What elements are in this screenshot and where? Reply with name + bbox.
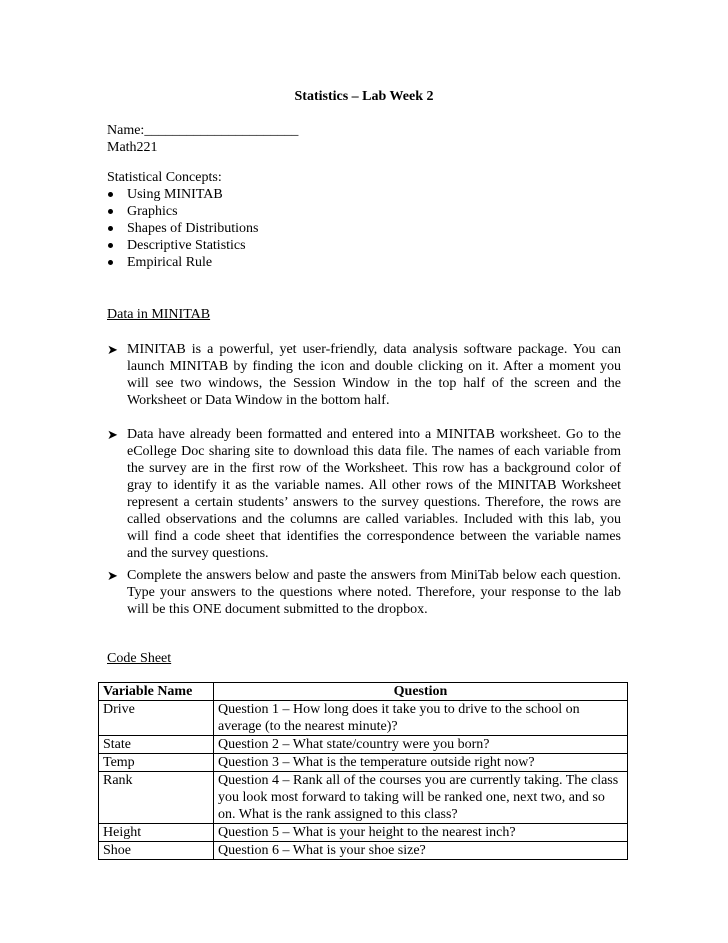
bullet-icon xyxy=(108,243,113,248)
variable-cell: Shoe xyxy=(99,842,214,860)
paragraph-text: MINITAB is a powerful, yet user-friendly, data analysis software package. You can launch MINITAB by finding the icon and double clicking on it. After a moment you will see two windows, the Session Window in the top half of the screen and the Worksheet or Data Window in the bottom half. xyxy=(127,342,621,408)
variable-cell: Temp xyxy=(99,754,214,772)
data-section-heading: Data in MINITAB xyxy=(107,307,211,322)
column-header-question: Question xyxy=(214,683,628,701)
variable-cell: Drive xyxy=(99,701,214,736)
table-row xyxy=(99,736,628,754)
table-row xyxy=(99,842,628,860)
question-cell: Question 6 – What is your shoe size? xyxy=(214,842,628,860)
page-title: Statistics – Lab Week 2 xyxy=(294,89,434,104)
question-cell: Question 3 – What is the temperature outside right now? xyxy=(214,754,628,772)
paragraph-item xyxy=(107,341,621,409)
table-header-row xyxy=(99,683,628,701)
bullet-icon xyxy=(108,226,113,231)
paragraph-item xyxy=(107,567,621,618)
name-line: Name:______________________ xyxy=(107,123,299,138)
header-info xyxy=(107,122,627,156)
concept-item: Using MINITAB xyxy=(107,186,627,203)
concepts-heading: Statistical Concepts: xyxy=(107,170,222,185)
bullet-icon xyxy=(108,192,113,197)
code-sheet-table xyxy=(98,682,628,860)
concept-item: Graphics xyxy=(107,203,627,220)
table-row xyxy=(99,754,628,772)
concepts-section xyxy=(107,169,627,271)
concept-item: Descriptive Statistics xyxy=(107,237,627,254)
variable-cell: State xyxy=(99,736,214,754)
bullet-icon xyxy=(108,209,113,214)
arrow-bullet-icon: ➤ xyxy=(107,568,118,583)
concept-item: Empirical Rule xyxy=(107,254,627,271)
code-sheet-heading: Code Sheet xyxy=(107,651,172,666)
concept-item: Shapes of Distributions xyxy=(107,220,627,237)
question-cell: Question 4 – Rank all of the courses you are currently taking. The class you look most forward to taking will be ranked one, next two, and so on. What is the rank assigned to this class? xyxy=(214,772,628,824)
table-row xyxy=(99,824,628,842)
column-header-variable: Variable Name xyxy=(99,683,214,701)
question-cell: Question 1 – How long does it take you to drive to the school on average (to the nearest minute)? xyxy=(214,701,628,736)
question-cell: Question 5 – What is your height to the nearest inch? xyxy=(214,824,628,842)
arrow-bullet-icon: ➤ xyxy=(107,427,118,442)
concepts-list xyxy=(107,186,627,271)
question-cell: Question 2 – What state/country were you born? xyxy=(214,736,628,754)
course-label: Math221 xyxy=(107,140,158,155)
paragraph-text: Data have already been formatted and entered into a MINITAB worksheet. Go to the eCollege Doc sharing site to download this data file. The names of each variable from the survey are in the first row of the Worksheet. This row has a background color of gray to identify it as the variable names. All other rows of the MINITAB Worksheet represent a certain students’ answers to the survey questions. Therefore, the rows are called observations and the columns are called variables. Included with this lab, you will find a code sheet that identifies the correspondence between the variable names and the survey questions. xyxy=(127,427,621,561)
bullet-icon xyxy=(108,260,113,265)
paragraph-item xyxy=(107,426,621,562)
arrow-bullet-icon: ➤ xyxy=(107,342,118,357)
table-row xyxy=(99,772,628,824)
paragraph-text: Complete the answers below and paste the answers from MiniTab below each question. Type your answers to the questions where noted. Therefore, your response to the lab will be this ONE document submitted to the dropbox. xyxy=(127,568,621,617)
variable-cell: Rank xyxy=(99,772,214,824)
variable-cell: Height xyxy=(99,824,214,842)
table-row xyxy=(99,701,628,736)
